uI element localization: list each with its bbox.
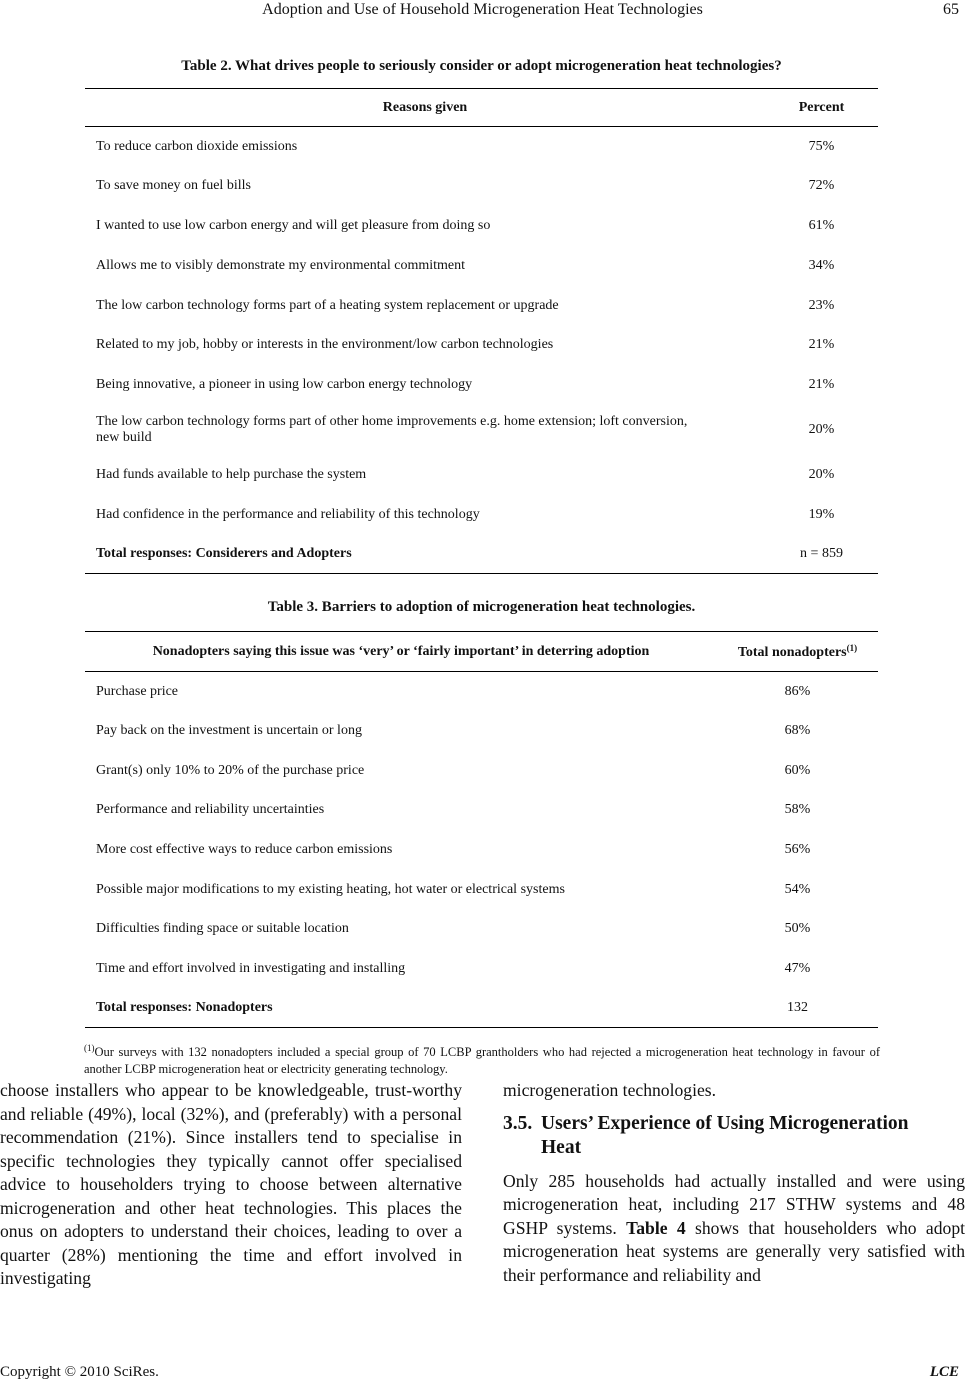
table-row — [85, 286, 878, 326]
row-value: 20% — [808, 466, 835, 482]
total-value: n = 859 — [765, 535, 878, 574]
table3 — [85, 631, 878, 1028]
footnote-text: Our surveys with 132 nonadopters included a special group of 70 LCBP grantholders who had rejected a microgeneration heat technology in favour of another LCBP microgeneration heat or electricity generating technology. — [84, 1045, 880, 1076]
row-label: Pay back on the investment is uncertain or long — [96, 723, 362, 739]
row-value: 47% — [784, 961, 811, 977]
row-label: I wanted to use low carbon energy and will get pleasure from doing so — [96, 217, 491, 233]
row-value: 58% — [784, 802, 811, 818]
table3-footnote — [84, 1040, 880, 1078]
section-title-line2: Heat — [541, 1136, 582, 1158]
body-paragraph: choose installers who appear to be knowledgeable, trust-worthy and reliable (49%), local (32%), and (preferably) with a personal recommendation (21%). Since installers tend to specialise in specific technologies they typically cannot offer specialised advice to householders trying to choose between alternative microgeneration and other heat technologies. This places the onus on adopters to understand their choices, leading to over a quarter (28%) mentioning the time and effort involved in investigating — [0, 1080, 462, 1288]
row-label: Performance and reliability uncertainties — [96, 802, 325, 818]
journal-abbrev: LCE — [929, 1364, 959, 1380]
table-row — [85, 949, 878, 989]
row-label: To reduce carbon dioxide emissions — [96, 138, 298, 154]
total-label: Total responses: Considerers and Adopters — [85, 535, 765, 574]
paragraph-end: shows that householders who adopt microgeneration heat systems are generally very satisfied with their performance and reliability and — [503, 1217, 965, 1285]
row-label: The low carbon technology forms part of a heating system replacement or upgrade — [96, 297, 559, 313]
row-value: 19% — [808, 506, 835, 522]
row-value: 60% — [784, 762, 811, 778]
row-label: To save money on fuel bills — [96, 178, 251, 194]
table-row — [85, 791, 878, 831]
total-value: 132 — [717, 989, 878, 1027]
table-row — [85, 166, 878, 206]
row-label: Being innovative, a pioneer in using low carbon energy technology — [96, 377, 473, 393]
footnote-mark: (1) — [846, 642, 858, 653]
table-row — [85, 405, 878, 455]
table-row — [85, 495, 878, 535]
section-number: 3.5. — [503, 1112, 533, 1134]
row-value: 20% — [808, 422, 835, 438]
table-row — [85, 455, 878, 495]
row-value: 21% — [808, 337, 835, 353]
row-label: Related to my job, hobby or interests in the environment/low carbon technologies — [96, 337, 554, 353]
row-label: Grant(s) only 10% to 20% of the purchase price — [96, 762, 365, 778]
table-row — [85, 206, 878, 246]
row-label: Difficulties finding space or suitable location — [96, 921, 349, 937]
table-row — [85, 127, 878, 167]
row-label: Had funds available to help purchase the system — [96, 466, 367, 482]
table-row — [85, 246, 878, 286]
table2-caption: Table 2. What drives people to seriously consider or adopt microgeneration heat technologies? — [181, 58, 782, 74]
row-value: 75% — [808, 138, 835, 154]
row-value: 56% — [784, 842, 811, 858]
table3-header-total — [717, 632, 878, 672]
table-row — [85, 751, 878, 791]
table-row — [85, 365, 878, 405]
row-value: 50% — [784, 921, 811, 937]
section-heading — [503, 1112, 965, 1160]
body-left-column — [0, 1079, 462, 1291]
table2-header-reasons: Reasons given — [85, 89, 765, 127]
table-row — [85, 870, 878, 910]
row-label: More cost effective ways to reduce carbon emissions — [96, 842, 393, 858]
table-row — [85, 830, 878, 870]
copyright: Copyright © 2010 SciRes. — [0, 1364, 159, 1380]
table2-header-percent: Percent — [765, 89, 878, 127]
running-title: Adoption and Use of Household Microgeneration Heat Technologies — [262, 1, 703, 18]
total-label: Total responses: Nonadopters — [85, 989, 717, 1027]
row-value: 23% — [808, 297, 835, 313]
table-row — [85, 910, 878, 950]
running-head — [0, 0, 965, 22]
row-value: 68% — [784, 723, 811, 739]
table2 — [85, 88, 878, 574]
table3-header-total-label: Total nonadopters — [737, 644, 847, 660]
page-number: 65 — [943, 1, 959, 18]
table-reference: Table 4 — [626, 1217, 686, 1238]
row-value: 86% — [784, 683, 811, 699]
row-value: 21% — [808, 377, 835, 393]
row-label: Possible major modifications to my existing heating, hot water or electrical systems — [96, 881, 565, 897]
row-label: The low carbon technology forms part of other home improvements e.g. home extension; loft conversion, new build — [96, 414, 688, 446]
table-row — [85, 711, 878, 751]
row-label: Had confidence in the performance and reliability of this technology — [96, 506, 480, 522]
footnote-mark: (1) — [84, 1043, 95, 1053]
table-row — [85, 672, 878, 712]
table3-caption: Table 3. Barriers to adoption of microgeneration heat technologies. — [267, 599, 696, 615]
table3-header-issue: Nonadopters saying this issue was ‘very’ or ‘fairly important’ in deterring adoption — [85, 632, 717, 672]
row-value: 34% — [808, 257, 835, 273]
body-continuation: microgeneration technologies. — [503, 1080, 717, 1100]
table-row — [85, 325, 878, 365]
row-value: 54% — [784, 881, 811, 897]
paragraph-start: Only 285 households had actually installed and were using microgeneration heat, including 217 STHW systems and 48 GSHP systems. — [503, 1170, 965, 1238]
section-title-line1: Users’ Experience of Using Microgeneration — [541, 1112, 909, 1134]
row-value: 72% — [808, 178, 835, 194]
row-label: Time and effort involved in investigating and installing — [96, 961, 406, 977]
table-total-row — [85, 989, 878, 1027]
row-label: Purchase price — [96, 683, 179, 699]
row-value: 61% — [808, 217, 835, 233]
table-total-row — [85, 535, 878, 574]
row-label: Allows me to visibly demonstrate my environmental commitment — [96, 257, 465, 273]
body-paragraph — [503, 1170, 965, 1288]
body-right-column — [503, 1079, 965, 1287]
